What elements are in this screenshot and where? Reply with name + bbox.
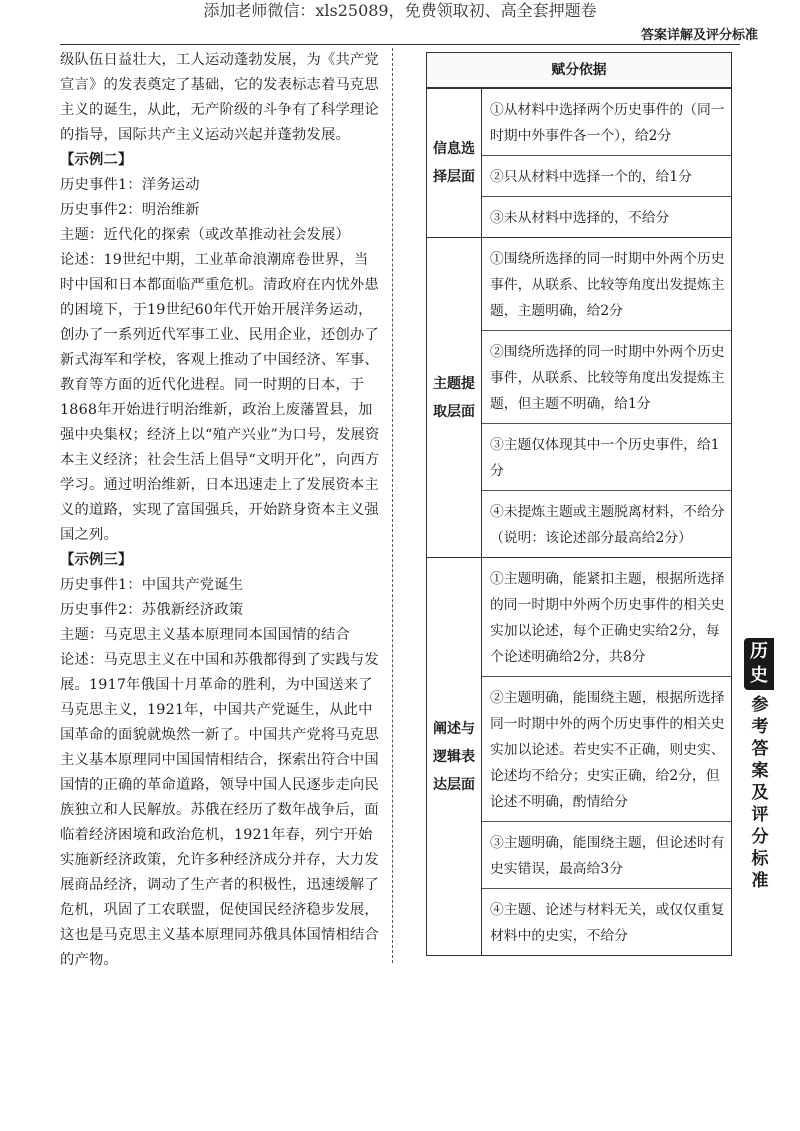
criterion-item: ①从材料中选择两个历史事件的（同一时期中外事件各一个），给2分 [490, 102, 725, 144]
example-2-theme: 主题：近代化的探索（或改革推动社会发展） [60, 227, 350, 243]
criterion-item: ④未提炼主题或主题脱离材料，不给分（说明：该论述部分最高给2分） [482, 490, 731, 557]
side-caption: 参考答案及评分标准 [751, 695, 769, 891]
criterion-item: ②主题明确，能围绕主题，根据所选择同一时期中外的两个历史事件的相关史实加以论述。若史实不正确，则史实、论述均不给分；史实正确，给2分，但论述不明确，酌情给分 [482, 676, 731, 821]
layer-info-selection [427, 88, 731, 237]
criterion-item: ④主题、论述与材料无关，或仅仅重复材料中的史实，不给分 [482, 888, 731, 955]
example-3-event-2: 历史事件2：苏俄新经济政策 [60, 602, 244, 618]
layer-argumentation [427, 557, 731, 955]
criterion-item: ③主题明确，能围绕主题，但论述时有史实错误，最高给3分 [482, 821, 731, 888]
column-divider [392, 48, 393, 963]
scoring-table [426, 52, 732, 956]
criteria-list [482, 89, 731, 237]
watermark-banner: 添加老师微信：xls25089，免费领取初、高全套押题卷 [203, 1, 597, 20]
example-3-event-1: 历史事件1：中国共产党诞生 [60, 577, 244, 593]
left-column [60, 48, 382, 973]
example-2-discussion: 论述：19世纪中期，工业革命浪潮席卷世界，当时中国和日本都面临严重危机。清政府在内忧外患的困境下，于19世纪60年代开始开展洋务运动，创办了一系列近代军事工业、民用企业，还创办了新式海军和学校，客观上推动了中国经济、军事、教育等方面的近代化进程。同一时期的日本，于1868年开始进行明治维新，政治上废藩置县，加强中央集权；经济上以“殖产兴业”为口号，发展资本主义经济；社会生活上倡导“文明开化”，向西方学习。通过明治维新，日本迅速走上了发展资本主义的道路，实现了富国强兵，开始跻身资本主义强国之列。 [60, 252, 380, 543]
subject-tab: 历史 [744, 638, 774, 690]
layer-label: 阐述与逻辑表达层面 [427, 558, 482, 955]
example-2-event-1: 历史事件1：洋务运动 [60, 177, 200, 193]
example-3-theme: 主题：马克思主义基本原理同本国国情的结合 [60, 627, 350, 643]
criterion-item: ③主题仅体现其中一个历史事件，给1分 [482, 423, 731, 490]
criterion-item: ③未从材料中选择的，不给分 [482, 196, 731, 237]
criterion-item: ②围绕所选择的同一时期中外两个历史事件，从联系、比较等角度出发提炼主题，但主题不明确，给1分 [482, 330, 731, 423]
scoring-table-header: 赋分依据 [427, 53, 731, 88]
running-head: 答案详解及评分标准 [640, 28, 758, 43]
criteria-list [482, 238, 731, 557]
example-3-discussion: 论述：马克思主义在中国和苏俄都得到了实践与发展。1917年俄国十月革命的胜利，为中国送来了马克思主义，1921年，中国共产党诞生，从此中国革命的面貌就焕然一新了。中国共产党将马克思主义基本原理同中国国情相结合，探索出符合中国国情的正确的革命道路，领导中国人民逐步走向民族独立和人民解放。苏俄在经历了数年战争后，面临着经济困境和政治危机，1921年春，列宁开始实施新经济政策，允许多种经济成分并存，大力发展商品经济，调动了生产者的积极性，迅速缓解了危机，巩固了工农联盟，促使国民经济稳步发展，这也是马克思主义基本原理同苏俄具体国情相结合的产物。 [60, 652, 379, 968]
intro-paragraph: 级队伍日益壮大，工人运动蓬勃发展，为《共产党宣言》的发表奠定了基础，它的发表标志着马克思主义的诞生，从此，无产阶级的斗争有了科学理论的指导，国际共产主义运动兴起并蓬勃发展。 [60, 52, 379, 143]
example-2-heading: 【示例二】 [60, 152, 133, 168]
criteria-list [482, 558, 731, 955]
layer-label: 信息选择层面 [427, 89, 482, 237]
example-3-heading: 【示例三】 [60, 552, 133, 568]
criterion-item: ①围绕所选择的同一时期中外两个历史事件，从联系、比较等角度出发提炼主题，主题明确，给2分 [490, 251, 725, 319]
criterion-item: ②只从材料中选择一个的，给1分 [482, 155, 731, 196]
criterion-item: ①主题明确，能紧扣主题，根据所选择的同一时期中外两个历史事件的相关史实加以论述，每个正确史实给2分，每个论述明确给2分，共8分 [490, 571, 725, 665]
layer-label: 主题提取层面 [427, 238, 482, 557]
example-2-event-2: 历史事件2：明治维新 [60, 202, 200, 218]
top-rule [60, 44, 740, 45]
layer-theme-extraction [427, 237, 731, 557]
